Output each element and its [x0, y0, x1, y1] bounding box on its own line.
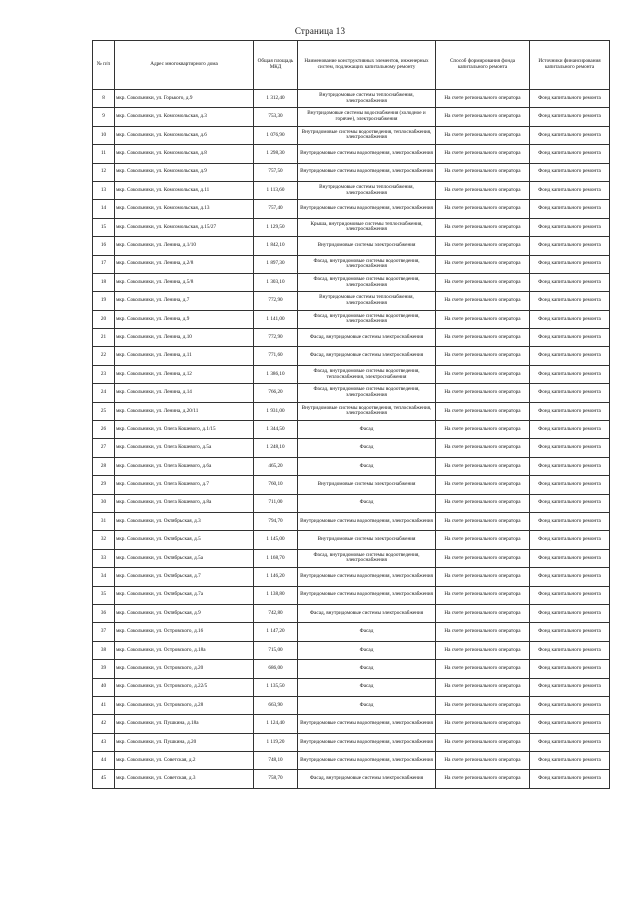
source-cell: Фонд капитального ремонта — [530, 494, 610, 512]
source-cell: Фонд капитального ремонта — [530, 218, 610, 236]
works-cell: Фасад, внутридомовые системы электроснабжения — [298, 770, 436, 788]
header-source: Источники финансирования капитального ремонта — [530, 41, 610, 90]
address-cell: мкр. Сокольники, ул. Советская, д.2 — [115, 752, 254, 770]
works-cell: Внутридомовые системы водоотведения, электроснабжения — [298, 752, 436, 770]
address-cell: мкр. Сокольники, ул. Горького, д.9 — [115, 90, 254, 108]
address-cell: мкр. Сокольники, ул. Комсомольская, д.13 — [115, 200, 254, 218]
row-number: 9 — [93, 108, 115, 126]
row-number: 23 — [93, 365, 115, 383]
address-cell: мкр. Сокольники, ул. Октябрьская, д.9 — [115, 604, 254, 622]
area-cell: 1 312,40 — [254, 90, 298, 108]
header-area: Общая площадь МКД — [254, 41, 298, 90]
area-cell: 1 124,40 — [254, 715, 298, 733]
table-row — [93, 678, 610, 696]
area-cell: 1 842,10 — [254, 237, 298, 255]
method-cell: На счете регионального оператора — [436, 108, 530, 126]
row-number: 12 — [93, 163, 115, 181]
method-cell: На счете регионального оператора — [436, 163, 530, 181]
row-number: 42 — [93, 715, 115, 733]
source-cell: Фонд капитального ремонта — [530, 660, 610, 678]
source-cell: Фонд капитального ремонта — [530, 623, 610, 641]
area-cell: 757,40 — [254, 200, 298, 218]
works-cell: Внутридомовые системы водоотведения, теплоснабжения, электроснабжения — [298, 402, 436, 420]
address-cell: мкр. Сокольники, ул. Ленина, д.9 — [115, 310, 254, 328]
works-cell: Фасад — [298, 696, 436, 714]
works-cell: Фасад, внутридомовые системы водоотведения, электроснабжения — [298, 384, 436, 402]
method-cell: На счете регионального оператора — [436, 310, 530, 328]
area-cell: 1 119,20 — [254, 733, 298, 751]
source-cell: Фонд капитального ремонта — [530, 678, 610, 696]
table-row — [93, 365, 610, 383]
table-row — [93, 641, 610, 659]
address-cell: мкр. Сокольники, ул. Олега Кошевого, д.5а — [115, 439, 254, 457]
address-cell: мкр. Сокольники, ул. Ленина, д.14 — [115, 384, 254, 402]
row-number: 19 — [93, 292, 115, 310]
address-cell: мкр. Сокольники, ул. Олега Кошевого, д.6а — [115, 457, 254, 475]
area-cell: 748,10 — [254, 752, 298, 770]
row-number: 22 — [93, 347, 115, 365]
method-cell: На счете регионального оператора — [436, 623, 530, 641]
area-cell: 1 931,00 — [254, 402, 298, 420]
area-cell: 1 146,20 — [254, 568, 298, 586]
area-cell: 1 135,50 — [254, 678, 298, 696]
area-cell: 1 076,90 — [254, 126, 298, 144]
source-cell: Фонд капитального ремонта — [530, 696, 610, 714]
method-cell: На счете регионального оператора — [436, 421, 530, 439]
source-cell: Фонд капитального ремонта — [530, 126, 610, 144]
works-cell: Фасад — [298, 457, 436, 475]
source-cell: Фонд капитального ремонта — [530, 200, 610, 218]
table-row — [93, 549, 610, 567]
source-cell: Фонд капитального ремонта — [530, 384, 610, 402]
works-cell: Внутридомовые системы водоснабжения (холодное и горячее), электроснабжения — [298, 108, 436, 126]
works-cell: Внутридомовые системы водоотведения, электроснабжения — [298, 163, 436, 181]
row-number: 30 — [93, 494, 115, 512]
area-cell: 1 248,10 — [254, 439, 298, 457]
table-row — [93, 568, 610, 586]
source-cell: Фонд капитального ремонта — [530, 273, 610, 291]
method-cell: На счете регионального оператора — [436, 365, 530, 383]
row-number: 8 — [93, 90, 115, 108]
method-cell: На счете регионального оператора — [436, 273, 530, 291]
works-cell: Внутридомовые системы электроснабжения — [298, 531, 436, 549]
source-cell: Фонд капитального ремонта — [530, 512, 610, 530]
area-cell: 1 129,50 — [254, 218, 298, 236]
address-cell: мкр. Сокольники, ул. Комсомольская, д.6 — [115, 126, 254, 144]
source-cell: Фонд капитального ремонта — [530, 237, 610, 255]
method-cell: На счете регионального оператора — [436, 200, 530, 218]
works-cell: Фасад, внутридомовые системы водоотведения, теплоснабжения, электроснабжения — [298, 365, 436, 383]
address-cell: мкр. Сокольники, ул. Островского, д.20 — [115, 660, 254, 678]
address-cell: мкр. Сокольники, ул. Ленина, д.11 — [115, 347, 254, 365]
works-cell: Фасад — [298, 660, 436, 678]
area-cell: 760,10 — [254, 476, 298, 494]
table-row — [93, 145, 610, 163]
method-cell: На счете регионального оператора — [436, 494, 530, 512]
row-number: 14 — [93, 200, 115, 218]
works-cell: Внутридомовые системы теплоснабжения, электроснабжения — [298, 90, 436, 108]
table-row — [93, 770, 610, 788]
row-number: 32 — [93, 531, 115, 549]
row-number: 11 — [93, 145, 115, 163]
address-cell: мкр. Сокольники, ул. Октябрьская, д.5 — [115, 531, 254, 549]
page-title: Страница 13 — [294, 26, 346, 36]
method-cell: На счете регионального оператора — [436, 549, 530, 567]
table-row — [93, 604, 610, 622]
method-cell: На счете регионального оператора — [436, 568, 530, 586]
method-cell: На счете регионального оператора — [436, 145, 530, 163]
source-cell: Фонд капитального ремонта — [530, 549, 610, 567]
method-cell: На счете регионального оператора — [436, 347, 530, 365]
method-cell: На счете регионального оператора — [436, 439, 530, 457]
address-cell: мкр. Сокольники, ул. Ленина, д.7 — [115, 292, 254, 310]
works-cell: Фасад, внутридомовые системы водоотведения, электроснабжения — [298, 255, 436, 273]
area-cell: 686,00 — [254, 660, 298, 678]
source-cell: Фонд капитального ремонта — [530, 145, 610, 163]
row-number: 20 — [93, 310, 115, 328]
works-cell: Внутридомовые системы теплоснабжения, электроснабжения — [298, 181, 436, 199]
source-cell: Фонд капитального ремонта — [530, 347, 610, 365]
area-cell: 1 138,80 — [254, 586, 298, 604]
method-cell: На счете регионального оператора — [436, 696, 530, 714]
address-cell: мкр. Сокольники, ул. Октябрьская, д.5а — [115, 549, 254, 567]
area-cell: 772,90 — [254, 292, 298, 310]
address-cell: мкр. Сокольники, ул. Ленина, д.5/8 — [115, 273, 254, 291]
works-cell: Фасад — [298, 623, 436, 641]
table-row — [93, 421, 610, 439]
table-row — [93, 108, 610, 126]
table-row — [93, 660, 610, 678]
area-cell: 663,90 — [254, 696, 298, 714]
works-cell: Внутридомовые системы водоотведения, электроснабжения — [298, 586, 436, 604]
row-number: 24 — [93, 384, 115, 402]
table-row — [93, 457, 610, 475]
row-number: 41 — [93, 696, 115, 714]
source-cell: Фонд капитального ремонта — [530, 402, 610, 420]
source-cell: Фонд капитального ремонта — [530, 108, 610, 126]
method-cell: На счете регионального оператора — [436, 457, 530, 475]
table-row — [93, 696, 610, 714]
works-cell: Фасад, внутридомовые системы водоотведения, электроснабжения — [298, 310, 436, 328]
table-row — [93, 181, 610, 199]
row-number: 18 — [93, 273, 115, 291]
source-cell: Фонд капитального ремонта — [530, 586, 610, 604]
area-cell: 1 113,60 — [254, 181, 298, 199]
row-number: 39 — [93, 660, 115, 678]
address-cell: мкр. Сокольники, ул. Олега Кошевого, д.8а — [115, 494, 254, 512]
method-cell: На счете регионального оператора — [436, 126, 530, 144]
table-row — [93, 586, 610, 604]
method-cell: На счете регионального оператора — [436, 641, 530, 659]
row-number: 21 — [93, 329, 115, 347]
table-row — [93, 715, 610, 733]
works-cell: Фасад, внутридомовые системы электроснабжения — [298, 347, 436, 365]
address-cell: мкр. Сокольники, ул. Октябрьская, д.7а — [115, 586, 254, 604]
header-works: Наименование конструктивных элементов, инженерных систем, подлежащих капитальному ремонту — [298, 41, 436, 90]
table-row — [93, 384, 610, 402]
source-cell: Фонд капитального ремонта — [530, 181, 610, 199]
address-cell: мкр. Сокольники, ул. Октябрьская, д.3 — [115, 512, 254, 530]
address-cell: мкр. Сокольники, ул. Островского, д.22/5 — [115, 678, 254, 696]
table-row — [93, 218, 610, 236]
table-row — [93, 200, 610, 218]
table-row — [93, 752, 610, 770]
table-row — [93, 494, 610, 512]
method-cell: На счете регионального оператора — [436, 292, 530, 310]
works-cell: Фасад, внутридомовые системы электроснабжения — [298, 604, 436, 622]
source-cell: Фонд капитального ремонта — [530, 568, 610, 586]
works-cell: Фасад — [298, 439, 436, 457]
area-cell: 757,50 — [254, 163, 298, 181]
address-cell: мкр. Сокольники, ул. Советская, д.3 — [115, 770, 254, 788]
works-cell: Внутридомовые системы электроснабжения — [298, 476, 436, 494]
area-cell: 758,70 — [254, 770, 298, 788]
row-number: 43 — [93, 733, 115, 751]
works-cell: Внутридомовые системы водоотведения, электроснабжения — [298, 733, 436, 751]
source-cell: Фонд капитального ремонта — [530, 641, 610, 659]
method-cell: На счете регионального оператора — [436, 402, 530, 420]
address-cell: мкр. Сокольники, ул. Октябрьская, д.7 — [115, 568, 254, 586]
method-cell: На счете регионального оператора — [436, 604, 530, 622]
source-cell: Фонд капитального ремонта — [530, 439, 610, 457]
works-cell: Внутридомовые системы водоотведения, электроснабжения — [298, 715, 436, 733]
table-row — [93, 329, 610, 347]
works-cell: Внутридомовые системы водоотведения, электроснабжения — [298, 568, 436, 586]
table-row — [93, 310, 610, 328]
table-body — [93, 90, 610, 789]
table-row — [93, 531, 610, 549]
row-number: 17 — [93, 255, 115, 273]
table-row — [93, 255, 610, 273]
area-cell: 1 145,00 — [254, 531, 298, 549]
address-cell: мкр. Сокольники, ул. Островского, д.28 — [115, 696, 254, 714]
area-cell: 1 897,30 — [254, 255, 298, 273]
method-cell: На счете регионального оператора — [436, 384, 530, 402]
works-cell: Внутридомовые системы водоотведения, теплоснабжения, электроснабжения — [298, 126, 436, 144]
source-cell: Фонд капитального ремонта — [530, 752, 610, 770]
row-number: 37 — [93, 623, 115, 641]
row-number: 34 — [93, 568, 115, 586]
row-number: 25 — [93, 402, 115, 420]
works-cell: Фасад, внутридомовые системы электроснабжения — [298, 329, 436, 347]
source-cell: Фонд капитального ремонта — [530, 476, 610, 494]
works-cell: Фасад, внутридомовые системы водоотведения, электроснабжения — [298, 273, 436, 291]
method-cell: На счете регионального оператора — [436, 329, 530, 347]
table-row — [93, 733, 610, 751]
row-number: 38 — [93, 641, 115, 659]
method-cell: На счете регионального оператора — [436, 770, 530, 788]
source-cell: Фонд капитального ремонта — [530, 292, 610, 310]
area-cell: 1 303,10 — [254, 273, 298, 291]
area-cell: 1 147,20 — [254, 623, 298, 641]
works-cell: Внутридомовые системы водоотведения, электроснабжения — [298, 512, 436, 530]
method-cell: На счете регионального оператора — [436, 752, 530, 770]
table-header-row — [93, 41, 610, 90]
method-cell: На счете регионального оператора — [436, 512, 530, 530]
repair-register-table — [92, 40, 610, 789]
area-cell: 742,80 — [254, 604, 298, 622]
works-cell: Фасад — [298, 641, 436, 659]
method-cell: На счете регионального оператора — [436, 715, 530, 733]
table-row — [93, 512, 610, 530]
row-number: 13 — [93, 181, 115, 199]
source-cell: Фонд капитального ремонта — [530, 457, 610, 475]
table-row — [93, 163, 610, 181]
works-cell: Внутридомовые системы водоотведения, электроснабжения — [298, 200, 436, 218]
area-cell: 753,30 — [254, 108, 298, 126]
source-cell: Фонд капитального ремонта — [530, 733, 610, 751]
source-cell: Фонд капитального ремонта — [530, 90, 610, 108]
method-cell: На счете регионального оператора — [436, 678, 530, 696]
area-cell: 1 298,30 — [254, 145, 298, 163]
row-number: 27 — [93, 439, 115, 457]
method-cell: На счете регионального оператора — [436, 237, 530, 255]
works-cell: Внутридомовые системы теплоснабжения, электроснабжения — [298, 292, 436, 310]
table-row — [93, 90, 610, 108]
row-number: 26 — [93, 421, 115, 439]
method-cell: На счете регионального оператора — [436, 218, 530, 236]
method-cell: На счете регионального оператора — [436, 733, 530, 751]
method-cell: На счете регионального оператора — [436, 660, 530, 678]
row-number: 16 — [93, 237, 115, 255]
row-number: 35 — [93, 586, 115, 604]
area-cell: 715,00 — [254, 641, 298, 659]
source-cell: Фонд капитального ремонта — [530, 531, 610, 549]
address-cell: мкр. Сокольники, ул. Ленина, д.20/11 — [115, 402, 254, 420]
row-number: 15 — [93, 218, 115, 236]
table-row — [93, 439, 610, 457]
source-cell: Фонд капитального ремонта — [530, 329, 610, 347]
address-cell: мкр. Сокольники, ул. Комсомольская, д.3 — [115, 108, 254, 126]
row-number: 40 — [93, 678, 115, 696]
area-cell: 465,20 — [254, 457, 298, 475]
area-cell: 1 344,50 — [254, 421, 298, 439]
area-cell: 772,90 — [254, 329, 298, 347]
address-cell: мкр. Сокольники, ул. Островского, д.18а — [115, 641, 254, 659]
works-cell: Фасад — [298, 421, 436, 439]
area-cell: 766,20 — [254, 384, 298, 402]
method-cell: На счете регионального оператора — [436, 476, 530, 494]
source-cell: Фонд капитального ремонта — [530, 310, 610, 328]
header-method: Способ формирования фонда капитального ремонта — [436, 41, 530, 90]
method-cell: На счете регионального оператора — [436, 586, 530, 604]
works-cell: Внутридомовые системы водоотведения, электроснабжения — [298, 145, 436, 163]
row-number: 45 — [93, 770, 115, 788]
address-cell: мкр. Сокольники, ул. Ленина, д.10 — [115, 329, 254, 347]
table-row — [93, 476, 610, 494]
row-number: 36 — [93, 604, 115, 622]
source-cell: Фонд капитального ремонта — [530, 365, 610, 383]
header-address: Адрес многоквартирного дома — [115, 41, 254, 90]
works-cell: Крыша, внутридомовые системы теплоснабжения, электроснабжения — [298, 218, 436, 236]
table-row — [93, 237, 610, 255]
row-number: 10 — [93, 126, 115, 144]
address-cell: мкр. Сокольники, ул. Комсомольская, д.15/27 — [115, 218, 254, 236]
row-number: 44 — [93, 752, 115, 770]
method-cell: На счете регионального оператора — [436, 181, 530, 199]
row-number: 33 — [93, 549, 115, 567]
source-cell: Фонд капитального ремонта — [530, 163, 610, 181]
method-cell: На счете регионального оператора — [436, 90, 530, 108]
method-cell: На счете регионального оператора — [436, 255, 530, 273]
address-cell: мкр. Сокольники, ул. Пушкина, д.18а — [115, 715, 254, 733]
table-row — [93, 292, 610, 310]
address-cell: мкр. Сокольники, ул. Ленина, д.2/8 — [115, 255, 254, 273]
area-cell: 771,60 — [254, 347, 298, 365]
table-row — [93, 273, 610, 291]
source-cell: Фонд капитального ремонта — [530, 421, 610, 439]
address-cell: мкр. Сокольники, ул. Ленина, д.12 — [115, 365, 254, 383]
works-cell: Фасад — [298, 494, 436, 512]
address-cell: мкр. Сокольники, ул. Островского, д.16 — [115, 623, 254, 641]
address-cell: мкр. Сокольники, ул. Ленина, д.1/10 — [115, 237, 254, 255]
address-cell: мкр. Сокольники, ул. Комсомольская, д.8 — [115, 145, 254, 163]
table-row — [93, 623, 610, 641]
address-cell: мкр. Сокольники, ул. Олега Кошевого, д.1/15 — [115, 421, 254, 439]
row-number: 31 — [93, 512, 115, 530]
source-cell: Фонд капитального ремонта — [530, 255, 610, 273]
address-cell: мкр. Сокольники, ул. Комсомольская, д.11 — [115, 181, 254, 199]
works-cell: Фасад — [298, 678, 436, 696]
works-cell: Фасад, внутридомовые системы водоотведения, электроснабжения — [298, 549, 436, 567]
table-row — [93, 126, 610, 144]
table-row — [93, 347, 610, 365]
area-cell: 1 168,70 — [254, 549, 298, 567]
source-cell: Фонд капитального ремонта — [530, 604, 610, 622]
row-number: 29 — [93, 476, 115, 494]
source-cell: Фонд капитального ремонта — [530, 715, 610, 733]
address-cell: мкр. Сокольники, ул. Комсомольская, д.9 — [115, 163, 254, 181]
area-cell: 1 386,10 — [254, 365, 298, 383]
area-cell: 711,00 — [254, 494, 298, 512]
source-cell: Фонд капитального ремонта — [530, 770, 610, 788]
method-cell: На счете регионального оператора — [436, 531, 530, 549]
address-cell: мкр. Сокольники, ул. Олега Кошевого, д.7 — [115, 476, 254, 494]
area-cell: 794,70 — [254, 512, 298, 530]
address-cell: мкр. Сокольники, ул. Пушкина, д.20 — [115, 733, 254, 751]
area-cell: 1 141,00 — [254, 310, 298, 328]
row-number: 28 — [93, 457, 115, 475]
works-cell: Внутридомовые системы электроснабжения — [298, 237, 436, 255]
table-row — [93, 402, 610, 420]
header-num: № п/п — [93, 41, 115, 90]
